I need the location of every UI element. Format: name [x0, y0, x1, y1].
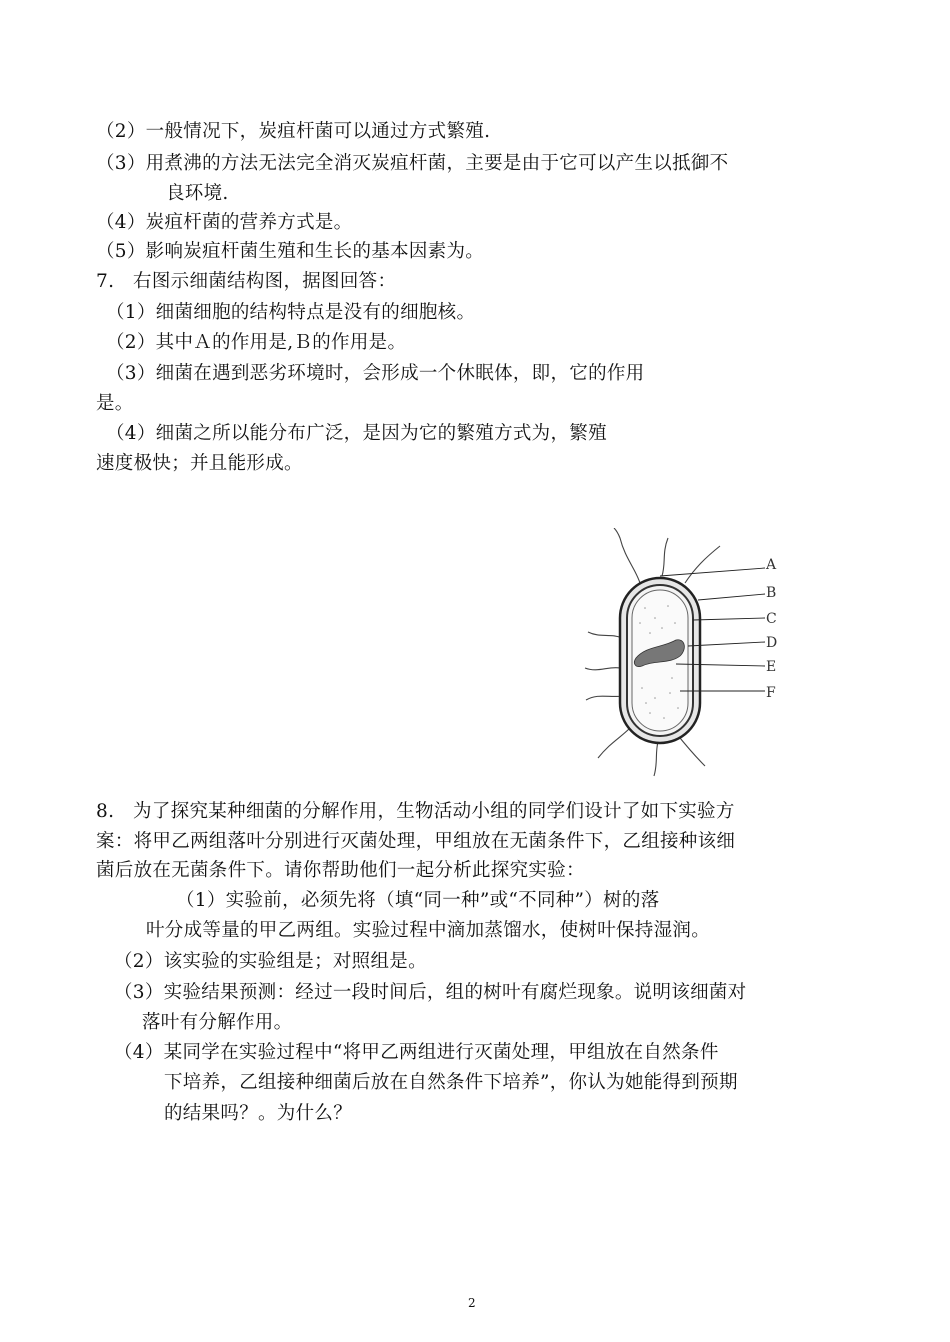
q7-item-2: （2）其中Ａ的作用是,Ｂ的作用是。: [106, 332, 407, 353]
q8-item-1-line1: （1）实验前，必须先将（填“同一种”或“不同种”）树的落: [176, 890, 660, 911]
q8-intro-line1: 8. 为了探究某种细菌的分解作用，生物活动小组的同学们设计了如下实验方: [96, 801, 735, 822]
figure-label-e: E: [766, 659, 777, 675]
figure-label-f: F: [766, 685, 776, 701]
q7-item-4-line1: （4）细菌之所以能分布广泛，是因为它的繁殖方式为，繁殖: [106, 423, 607, 444]
q6-item-3-line2: 良环境.: [166, 183, 229, 204]
q8-item-3-line1: （3）实验结果预测：经过一段时间后，组的树叶有腐烂现象。说明该细菌对: [114, 982, 747, 1003]
q8-item-4-line2: 下培养，乙组接种细菌后放在自然条件下培养”，你认为她能得到预期: [164, 1072, 738, 1093]
figure-label-a: A: [766, 557, 777, 573]
figure-label-c: C: [766, 611, 777, 627]
q8-item-1-line2: 叶分成等量的甲乙两组。实验过程中滴加蒸馏水，使树叶保持湿润。: [146, 920, 711, 941]
q8-intro-line3: 菌后放在无菌条件下。请你帮助他们一起分析此探究实验：: [96, 860, 585, 881]
bacterium-illustration: [580, 528, 780, 778]
q6-item-5: （5）影响炭疽杆菌生殖和生长的基本因素为。: [96, 241, 485, 262]
q8-item-4-line1: （4）某同学在实验过程中“将甲乙两组进行灭菌处理，甲组放在自然条件: [114, 1042, 719, 1063]
q8-item-3-line2: 落叶有分解作用。: [142, 1012, 293, 1033]
q7-item-4-line2: 速度极快；并且能形成。: [96, 453, 303, 474]
q6-item-2: （2）一般情况下，炭疽杆菌可以通过方式繁殖.: [96, 121, 491, 142]
q8-item-2: （2）该实验的实验组是；对照组是。: [114, 951, 427, 972]
q7-intro: 7. 右图示细菌结构图，据图回答：: [96, 271, 397, 292]
figure-label-d: D: [766, 635, 778, 651]
q6-item-4: （4）炭疽杆菌的营养方式是。: [96, 212, 353, 233]
figure-label-b: B: [766, 585, 777, 601]
q7-item-3-line2: 是。: [96, 393, 134, 414]
bacterium-diagram: [580, 528, 780, 778]
q8-item-4-line3: 的结果吗？。为什么？: [164, 1103, 353, 1124]
q6-item-3-line1: （3）用煮沸的方法无法完全消灭炭疽杆菌，主要是由于它可以产生以抵御不: [96, 153, 729, 174]
page-number: 2: [468, 1296, 476, 1310]
q7-item-1: （1）细菌细胞的结构特点是没有的细胞核。: [106, 302, 476, 323]
q8-intro-line2: 案：将甲乙两组落叶分别进行灭菌处理，甲组放在无菌条件下，乙组接种该细: [96, 831, 736, 852]
q7-item-3-line1: （3）细菌在遇到恶劣环境时，会形成一个休眠体，即，它的作用: [106, 363, 645, 384]
